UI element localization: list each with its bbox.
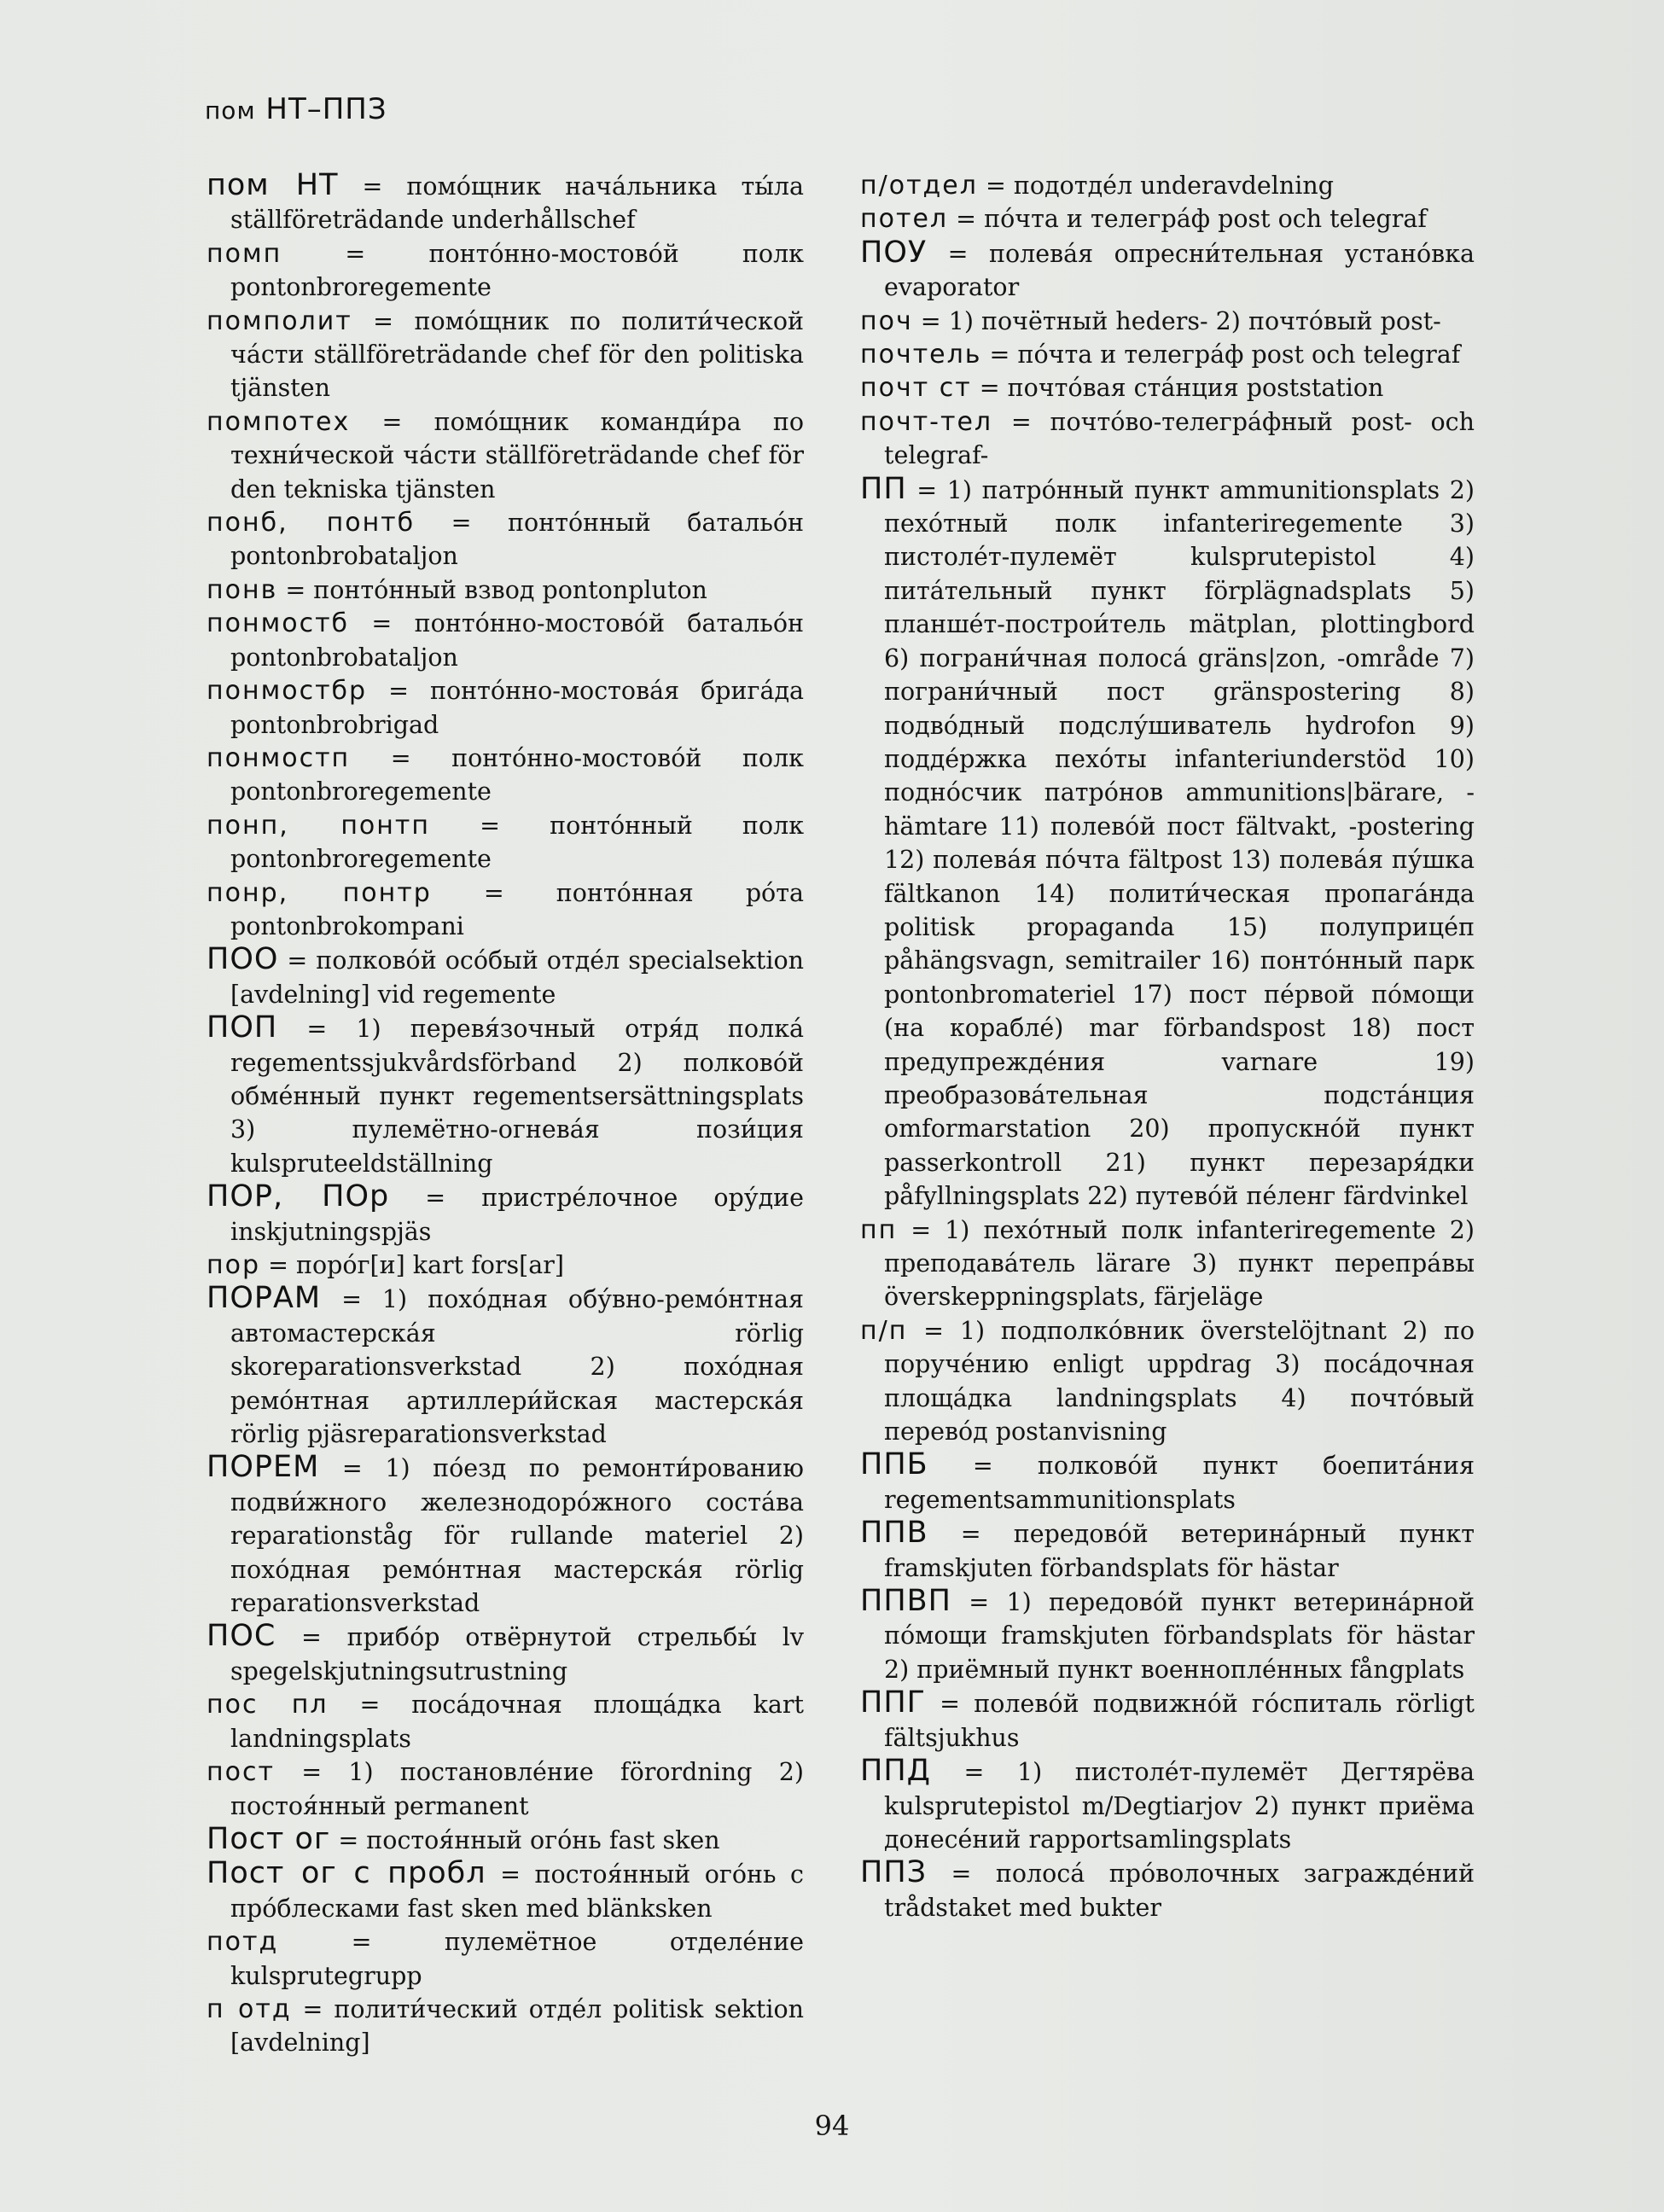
dictionary-entry — [860, 202, 1475, 236]
dictionary-entry — [860, 1516, 1475, 1585]
running-head — [205, 92, 387, 126]
dictionary-entry — [207, 742, 804, 809]
entry-headword: почт ст — [860, 373, 972, 404]
entry-definition: = полково́й осо́бый отде́л specialsektion [avdelning] vid regemente — [230, 946, 804, 1009]
entry-headword: пор — [207, 1250, 261, 1280]
dictionary-entry — [207, 1925, 804, 1993]
dictionary-entry — [207, 1688, 804, 1755]
entry-definition: = понто́нно-мостово́й полк pontonbroregemente — [230, 239, 804, 302]
dictionary-entry — [207, 674, 804, 742]
entry-headword: ПП — [860, 471, 907, 506]
entry-headword: ПОС — [207, 1619, 276, 1654]
entry-definition: = 1) почётный heders- 2) почто́вый post- — [912, 306, 1441, 335]
entry-headword: п/отдел — [860, 171, 978, 201]
entry-headword: ПОУ — [860, 235, 928, 270]
dictionary-entry — [207, 305, 804, 405]
entry-headword: ПОО — [207, 942, 279, 977]
dictionary-entry — [860, 1755, 1475, 1856]
dictionary-entry — [860, 473, 1475, 1214]
entry-headword: почтель — [860, 340, 982, 370]
entry-headword: пом НТ — [207, 168, 339, 202]
dictionary-entry — [860, 169, 1475, 202]
entry-definition: = 1) подполко́вник överstelöjtnant 2) по поруче́нию enligt uppdrag 3) поса́дочная площа́дка landningsplats 4) почто́вый перево́д postanvisning — [884, 1316, 1475, 1447]
entry-headword: поч — [860, 306, 913, 336]
entry-definition: = 1) пехо́тный полк infanteriregemente 2) преподава́тель lärare 3) пункт перепра́вы överskeppningsplats, färjeläge — [884, 1215, 1475, 1312]
dictionary-entry — [860, 236, 1475, 305]
entry-headword: почт-тел — [860, 406, 993, 437]
entry-definition: = помо́щник команди́ра по техни́ческой ча́сти ställföreträdande chef för den tekniska tjänsten — [230, 407, 804, 504]
entry-definition: = поро́г[и] kart fors[ar] — [260, 1251, 565, 1279]
entry-definition: = 1) постановле́ние förordning 2) постоя́нный permanent — [230, 1758, 804, 1820]
entry-headword: ППБ — [860, 1447, 928, 1482]
entry-definition: = пристре́лочное ору́дие inskjutningspjäs — [230, 1184, 805, 1246]
entry-headword: понв — [207, 574, 278, 605]
dictionary-entry — [860, 371, 1475, 405]
entry-definition: = по́чта и телегра́ф post och telegraf — [948, 205, 1427, 234]
entry-headword: понб, понтб — [207, 508, 416, 538]
left-column — [207, 169, 804, 2060]
dictionary-entry — [207, 1755, 804, 1823]
entry-definition: = понто́нно-мостова́я брига́да pontonbrobrigad — [230, 677, 804, 739]
entry-headword: понр, понтр — [207, 877, 432, 908]
entry-definition: = понто́нная ро́та pontonbrokompani — [230, 878, 804, 940]
entry-definition: = подотде́л underavdelning — [977, 172, 1334, 200]
entry-definition: = почто́вая ста́нция poststation — [971, 374, 1384, 403]
dictionary-entry — [207, 573, 804, 607]
entry-headword: ППВ — [860, 1516, 928, 1551]
entry-headword: понмостп — [207, 742, 351, 773]
running-head-abbr: пом — [205, 96, 256, 125]
entry-definition: = помо́щник по полити́ческой ча́сти ställföreträdande chef för den politiska tjänsten — [230, 306, 804, 403]
entry-headword: ПОРАМ — [207, 1281, 322, 1316]
entry-definition: = передово́й ветерина́рный пункт framskjuten förbandsplats för hästar — [884, 1520, 1475, 1582]
entry-definition: = полити́ческий отде́л politisk sektion [avdelning] — [230, 1994, 804, 2058]
entry-definition: = понто́нно-мостово́й полк pontonbroregemente — [230, 743, 804, 806]
entry-headword: помполит — [207, 306, 352, 336]
dictionary-entry — [860, 405, 1475, 473]
right-column — [860, 169, 1475, 1924]
entry-definition: = поса́дочная площа́дка kart landningsplats — [230, 1691, 804, 1753]
dictionary-entry — [860, 338, 1475, 371]
dictionary-entry — [860, 1585, 1475, 1686]
entry-definition: = 1) по́езд по ремонти́рованию подви́жного железнодоро́жного соста́ва reparationståg för rullande materiel 2) похо́дная ремо́нтная мастерска́я rörlig reparationsverkstad — [230, 1454, 804, 1618]
entry-headword: пос пл — [207, 1690, 329, 1720]
entry-definition: = понто́нный полк pontonbroregemente — [230, 811, 805, 874]
dictionary-entry — [207, 1451, 804, 1620]
entry-definition: = полоса́ про́волочных загражде́ний trådstaket med bukter — [884, 1860, 1475, 1922]
entry-headword: ПОР, ПОр — [207, 1179, 390, 1214]
entry-definition: = понто́нно-мостово́й батальо́н pontonbrobataljon — [230, 609, 804, 672]
entry-definition: = полева́я опресни́тельная устано́вка evaporator — [884, 239, 1475, 302]
dictionary-entry — [207, 1249, 804, 1282]
entry-definition: = почто́во-телегра́фный post- och telegraf- — [884, 407, 1475, 470]
dictionary-entry — [207, 876, 804, 944]
entry-headword: ППВП — [860, 1584, 951, 1619]
entry-definition: = помо́щник нача́льника ты́ла ställföreträdande underhållschef — [230, 172, 804, 235]
dictionary-entry — [860, 1314, 1475, 1449]
entry-definition: = 1) патро́нный пункт ammunitionsplats 2) пехо́тный полк infanteriregemente 3) пистоле́т-пулемёт kulsprutepistol 4) пита́тельный пункт förplägnadsplats 5) планше́т-построи́тель mätplan, plottingbord 6) пограни́чная полоса́ gräns|zon, -område 7) пограни́чный пост gränspostering 8) подво́дный подслу́шиватель hydrofon 9) подде́ржка пехо́ты infanteriunderstöd 10) подно́счик патро́нов ammunitions|bärare, -hämtare 11) полево́й пост fältvakt, -postering 12) полева́я по́чта fältpost 13) полева́я пу́шка fältkanon 14) полити́ческая пропага́нда politisk propaganda 15) полуприце́п påhängsvagn, semitrailer 16) понто́нный парк pontonbromateriel 17) пост пе́рвой по́мощи (на корабле́) mar förbandspost 18) пост предупрежде́ния varnare 19) преобразова́тельная подста́нция omformarstation 20) пропускно́й пункт passerkontroll 21) пункт перезаря́дки påfyllningsplats 22) путево́й пе́ленг färdvinkel — [884, 475, 1475, 1211]
dictionary-entry — [860, 1214, 1475, 1314]
entry-headword: потд — [207, 1927, 279, 1958]
entry-definition: = пулемётное отделе́ние kulsprutegrupp — [230, 1928, 804, 1990]
dictionary-entry — [207, 1011, 804, 1180]
dictionary-entry — [207, 169, 804, 237]
entry-headword: ППГ — [860, 1685, 926, 1720]
dictionary-entry — [860, 305, 1475, 338]
dictionary-entry — [207, 1823, 804, 1857]
entry-headword: пп — [860, 1214, 898, 1245]
entry-headword: потел — [860, 204, 949, 235]
entry-definition: = понто́нный батальо́н pontonbrobataljon — [230, 509, 804, 571]
dictionary-entry — [207, 607, 804, 674]
dictionary-entry — [207, 237, 804, 305]
entry-definition: = прибо́р отвёрнутой стрельбы́ lv spegelskjutningsutrustning — [230, 1623, 804, 1685]
entry-headword: пост — [207, 1757, 275, 1788]
dictionary-entry — [207, 809, 804, 876]
dictionary-entry — [207, 1993, 804, 2060]
entry-definition: = 1) пистоле́т-пулемёт Дегтярёва kulsprutepistol m/Degtiarjov 2) пункт приёма донесе́ний rapportsamlingsplats — [884, 1758, 1475, 1854]
entry-headword: п/п — [860, 1315, 908, 1346]
entry-definition: = по́чта и телегра́ф post och telegraf — [981, 341, 1461, 370]
entry-headword: помп — [207, 238, 282, 269]
running-head-range: НТ–ППЗ — [265, 92, 387, 126]
entry-headword: ПОРЕМ — [207, 1450, 320, 1485]
dictionary-entry — [207, 1282, 804, 1451]
entry-headword: ППД — [860, 1754, 931, 1789]
entry-headword: помпотех — [207, 406, 351, 437]
dictionary-entry — [860, 1686, 1475, 1755]
entry-headword: понмостб — [207, 608, 350, 639]
entry-definition: = 1) передово́й пункт ветерина́рной по́мощи framskjuten förbandsplats för hästar 2) приёмный пункт военнопле́нных fångplats — [884, 1588, 1475, 1684]
entry-headword: ПОП — [207, 1010, 278, 1045]
entry-headword: Пост ог с пробл — [207, 1856, 486, 1891]
entry-definition: = понто́нный взвод pontonpluton — [277, 575, 707, 604]
dictionary-entry — [860, 1448, 1475, 1516]
page-number: 94 — [814, 2110, 850, 2142]
entry-definition: = постоя́нный ого́нь с про́блесками fast sken med blänksken — [230, 1860, 804, 1923]
entry-definition: = полково́й пункт боепита́ния regementsammunitionsplats — [884, 1452, 1475, 1514]
dictionary-entry — [207, 506, 804, 573]
dictionary-entry — [207, 405, 804, 506]
dictionary-entry — [860, 1856, 1475, 1924]
dictionary-entry — [207, 1857, 804, 1925]
entry-definition: = 1) похо́дная обу́вно-ремо́нтная автомастерска́я rörlig skoreparationsverkstad 2) похо́дная ремо́нтная артиллери́йская мастерска́я rörlig pjäsreparationsverkstad — [230, 1285, 804, 1449]
entry-definition: = полево́й подвижно́й го́спиталь rörligt fältsjukhus — [884, 1690, 1475, 1752]
dictionary-entry — [207, 943, 804, 1011]
entry-headword: понмостбр — [207, 676, 368, 707]
dictionary-entry — [207, 1620, 804, 1688]
entry-headword: Пост ог — [207, 1821, 331, 1856]
entry-headword: понп, понтп — [207, 810, 430, 841]
entry-definition: = 1) перевя́зочный отря́д полка́ regementssjukvårdsförband 2) полково́й обме́нный пункт regementsersättningsplats 3) пулемётно-огнева́я пози́ция kulspruteeldställning — [230, 1015, 804, 1178]
entry-headword: п отд — [207, 1994, 292, 2024]
entry-definition: = постоя́нный ого́нь fast sken — [330, 1825, 720, 1854]
entry-headword: ППЗ — [860, 1855, 928, 1890]
dictionary-entry — [207, 1180, 804, 1249]
